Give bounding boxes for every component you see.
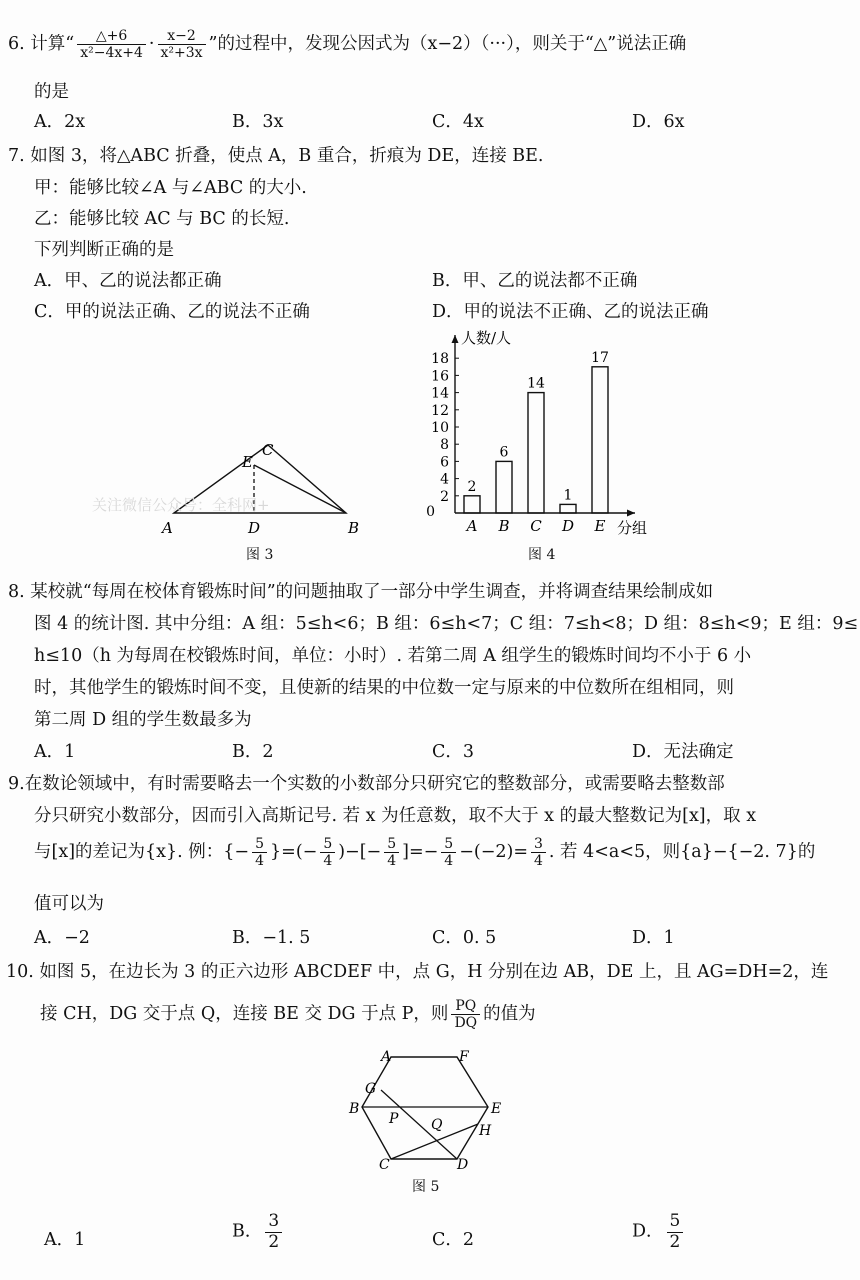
chart-y-tick-label: 4 xyxy=(440,471,449,488)
chart-y-axis-label: 人数/人 xyxy=(461,329,512,347)
chart-bar-d xyxy=(560,504,576,513)
q6-option-d: D．6x xyxy=(632,112,685,132)
q10-option-c: C．2 xyxy=(432,1230,475,1250)
chart-y-tick-label: 18 xyxy=(431,351,449,368)
chart-category-label: B xyxy=(498,517,510,535)
q8-option-b: B．2 xyxy=(232,742,274,762)
chart-bar-e xyxy=(592,367,608,513)
q10-optd-num: 5 xyxy=(667,1212,684,1233)
chart-y-axis-arrow xyxy=(452,335,459,343)
fig5-label-b: B xyxy=(349,1101,360,1117)
chart-category-label: C xyxy=(530,517,542,535)
q9-f1-num: 5 xyxy=(252,836,267,853)
q6-fraction-2 xyxy=(158,28,206,61)
q10-line1 xyxy=(6,958,828,983)
q9-f4-den: 4 xyxy=(444,853,454,870)
chart-y-tick-label: 16 xyxy=(431,368,449,385)
q7-option-d: D．甲的说法不正确、乙的说法正确 xyxy=(432,302,709,322)
q9-f5-num: 3 xyxy=(531,836,546,853)
q8-line3: h≤10（h 为每周在校锻炼时间，单位：小时）. 若第二周 A 组学生的锻炼时间均不小于 6 小 xyxy=(34,646,752,666)
q10-option-b xyxy=(232,1212,285,1252)
q9-text-e: −(−2)= xyxy=(459,842,528,863)
q10-text-2a: 接 CH，DG 交于点 Q，连接 BE 交 DG 于点 P，则 xyxy=(40,1004,449,1025)
chart-bar-b xyxy=(496,461,512,513)
chart-category-label: D xyxy=(561,517,575,535)
q9-text-1: 在数论领域中，有时需要略去一个实数的小数部分只研究它的整数部分，或需要略去整数部 xyxy=(24,774,725,794)
q8-option-d: D．无法确定 xyxy=(632,742,734,762)
watermark: 关注微信公众号：全科网+ xyxy=(92,496,270,514)
fig5-label-p: P xyxy=(389,1111,399,1127)
q9-f5-den: 4 xyxy=(534,853,543,870)
chart-y-tick-label: 12 xyxy=(431,402,449,419)
chart-y-tick-label: 8 xyxy=(440,437,449,454)
q9-f3-num: 5 xyxy=(384,836,399,853)
q10-option-d-label: D． xyxy=(632,1221,664,1242)
q10-text-2b: 的值为 xyxy=(483,1004,536,1025)
chart-y-tick-label: 6 xyxy=(440,454,449,471)
q7-number: 7. xyxy=(8,146,25,166)
fig5-label-q: Q xyxy=(431,1117,443,1133)
chart-bar-value-label: 2 xyxy=(467,478,477,495)
q9-line4: 值可以为 xyxy=(34,894,104,914)
q8-line1 xyxy=(8,578,713,603)
q10-option-d xyxy=(632,1212,686,1252)
q8-line4: 时，其他学生的锻炼时间不变，且使新的结果的中位数一定与原来的中位数所在组相同，则 xyxy=(34,678,734,698)
q9-text-b: }=(− xyxy=(270,842,318,863)
q6-frac1-num: △+6 xyxy=(77,28,146,45)
fig3-label-a: A xyxy=(162,519,173,537)
fig5-label-a: A xyxy=(381,1049,392,1065)
q8-option-c: C．3 xyxy=(432,742,475,762)
chart-x-axis-label: 分组 xyxy=(617,519,648,537)
q7-option-c: C．甲的说法正确、乙的说法不正确 xyxy=(34,302,310,322)
figure-4-bar-chart xyxy=(410,325,680,540)
q9-f2-den: 4 xyxy=(323,853,333,870)
q9-option-d: D．1 xyxy=(632,928,675,948)
q6-line1 xyxy=(8,28,686,61)
q6-frac1-den: x²−4x+4 xyxy=(80,45,143,62)
q9-line2: 分只研究小数部分，因而引入高斯记号. 若 x 为任意数，取不大于 x 的最大整数记为[x]，取 x xyxy=(34,806,757,826)
hexagon-abcdef xyxy=(362,1057,488,1159)
q9-text-a: 与[x]的差记为{x}. 例：{− xyxy=(34,842,250,863)
figure-3 xyxy=(150,435,365,545)
figure-5 xyxy=(345,1045,515,1173)
q9-f2-num: 5 xyxy=(320,836,335,853)
q7-line4: 下列判断正确的是 xyxy=(34,240,174,260)
fig3-caption: 图 3 xyxy=(246,547,274,563)
q10-frac-num: PQ xyxy=(451,998,480,1015)
q9-fraction-5 xyxy=(531,836,546,869)
fig5-label-d: D xyxy=(457,1157,469,1173)
fig5-label-e: E xyxy=(491,1101,502,1117)
q10-option-d-fraction xyxy=(667,1212,684,1252)
q7-line1 xyxy=(8,142,543,167)
q8-option-a: A．1 xyxy=(34,742,76,762)
chart-category-label: E xyxy=(594,517,606,535)
q9-f4-num: 5 xyxy=(441,836,456,853)
q9-option-a: A．−2 xyxy=(34,928,90,948)
q6-line2: 的是 xyxy=(34,82,69,102)
q7-option-a: A．甲、乙的说法都正确 xyxy=(34,271,222,291)
q10-text-1: 如图 5，在边长为 3 的正六边形 ABCDEF 中，点 G，H 分别在边 AB，DE 上，且 AG=DH=2，连 xyxy=(39,962,829,982)
fig3-label-c: C xyxy=(262,441,274,459)
q10-option-b-fraction xyxy=(265,1212,282,1252)
q8-number: 8. xyxy=(8,582,25,602)
chart-y-tick-label: 10 xyxy=(431,420,449,436)
fig3-label-e: E xyxy=(242,453,253,471)
chart-y-tick-label: 2 xyxy=(440,488,449,505)
q6-option-b: B．3x xyxy=(232,112,284,132)
fig5-label-h: H xyxy=(479,1123,492,1139)
q9-text-d: ]=− xyxy=(402,842,439,863)
chart-bar-c xyxy=(528,393,544,513)
chart-bar-value-label: 1 xyxy=(563,487,573,504)
chart-bar-value-label: 14 xyxy=(527,375,545,392)
q10-option-a: A．1 xyxy=(44,1230,86,1250)
q9-text-c: )−[− xyxy=(338,842,382,863)
q7-line2: 甲：能够比较∠A 与∠ABC 的大小. xyxy=(34,178,307,198)
fig5-label-f: F xyxy=(459,1049,469,1065)
chart-bar-value-label: 6 xyxy=(499,444,509,461)
q9-text-f: . 若 4<a<5，则{a}−{−2. 7}的 xyxy=(548,842,816,863)
q6-dot: · xyxy=(148,34,155,55)
q9-number: 9. xyxy=(8,774,25,794)
fig5-label-c: C xyxy=(379,1157,390,1173)
fig3-label-b: B xyxy=(348,519,360,537)
chart-bar-a xyxy=(464,496,480,513)
q9-fraction-1 xyxy=(252,836,267,869)
q9-line3 xyxy=(34,836,815,869)
q10-number: 10. xyxy=(6,962,34,982)
q6-prefix: 计算“ xyxy=(30,34,75,55)
q9-line1 xyxy=(8,770,725,795)
q6-frac2-num: x−2 xyxy=(158,28,206,45)
q8-line2: 图 4 的统计图. 其中分组：A 组：5≤h<6；B 组：6≤h<7；C 组：7≤h<8；D 组：8≤h<9；E 组：9≤ xyxy=(34,614,859,634)
fig5-label-g: G xyxy=(365,1081,377,1097)
q10-optb-num: 3 xyxy=(265,1212,282,1233)
q8-line5: 第二周 D 组的学生数最多为 xyxy=(34,710,252,730)
chart-y-tick-label: 0 xyxy=(426,504,435,520)
q6-option-c: C．4x xyxy=(432,112,484,132)
q7-text: 如图 3，将△ABC 折叠，使点 A，B 重合，折痕为 DE，连接 BE. xyxy=(30,146,544,166)
q9-f1-den: 4 xyxy=(255,853,265,870)
q10-fraction xyxy=(451,998,480,1031)
q9-option-c: C．0. 5 xyxy=(432,928,497,948)
q10-frac-den: DQ xyxy=(454,1015,478,1032)
q6-number: 6. xyxy=(8,34,25,55)
q6-fraction-1 xyxy=(77,28,146,61)
q9-option-b: B．−1. 5 xyxy=(232,928,311,948)
q6-option-a: A．2x xyxy=(34,112,86,132)
q7-line3: 乙：能够比较 AC 与 BC 的长短. xyxy=(34,209,290,229)
chart-bar-value-label: 17 xyxy=(591,349,609,366)
q9-fraction-4 xyxy=(441,836,456,869)
q8-text-1: 某校就“每周在校体育锻炼时间”的问题抽取了一部分中学生调查，并将调查结果绘制成如 xyxy=(30,582,714,602)
q10-optd-den: 2 xyxy=(669,1231,681,1252)
q9-fraction-2 xyxy=(320,836,335,869)
chart-y-tick-label: 14 xyxy=(431,385,449,402)
q10-optb-den: 2 xyxy=(268,1231,280,1252)
q9-fraction-3 xyxy=(384,836,399,869)
q7-option-b: B．甲、乙的说法都不正确 xyxy=(432,271,638,291)
fig3-label-d: D xyxy=(248,519,261,537)
q10-line2 xyxy=(40,998,536,1031)
chart-category-label: A xyxy=(466,517,478,535)
q6-frac2-den: x²+3x xyxy=(160,45,203,62)
fig4-caption: 图 4 xyxy=(528,547,556,563)
q9-f3-den: 4 xyxy=(387,853,397,870)
fig5-caption: 图 5 xyxy=(412,1179,440,1195)
chart-x-axis-arrow xyxy=(627,510,635,517)
q10-option-b-label: B． xyxy=(232,1221,263,1242)
q6-suffix: ”的过程中，发现公因式为（x−2）（···），则关于“△”说法正确 xyxy=(208,34,687,55)
